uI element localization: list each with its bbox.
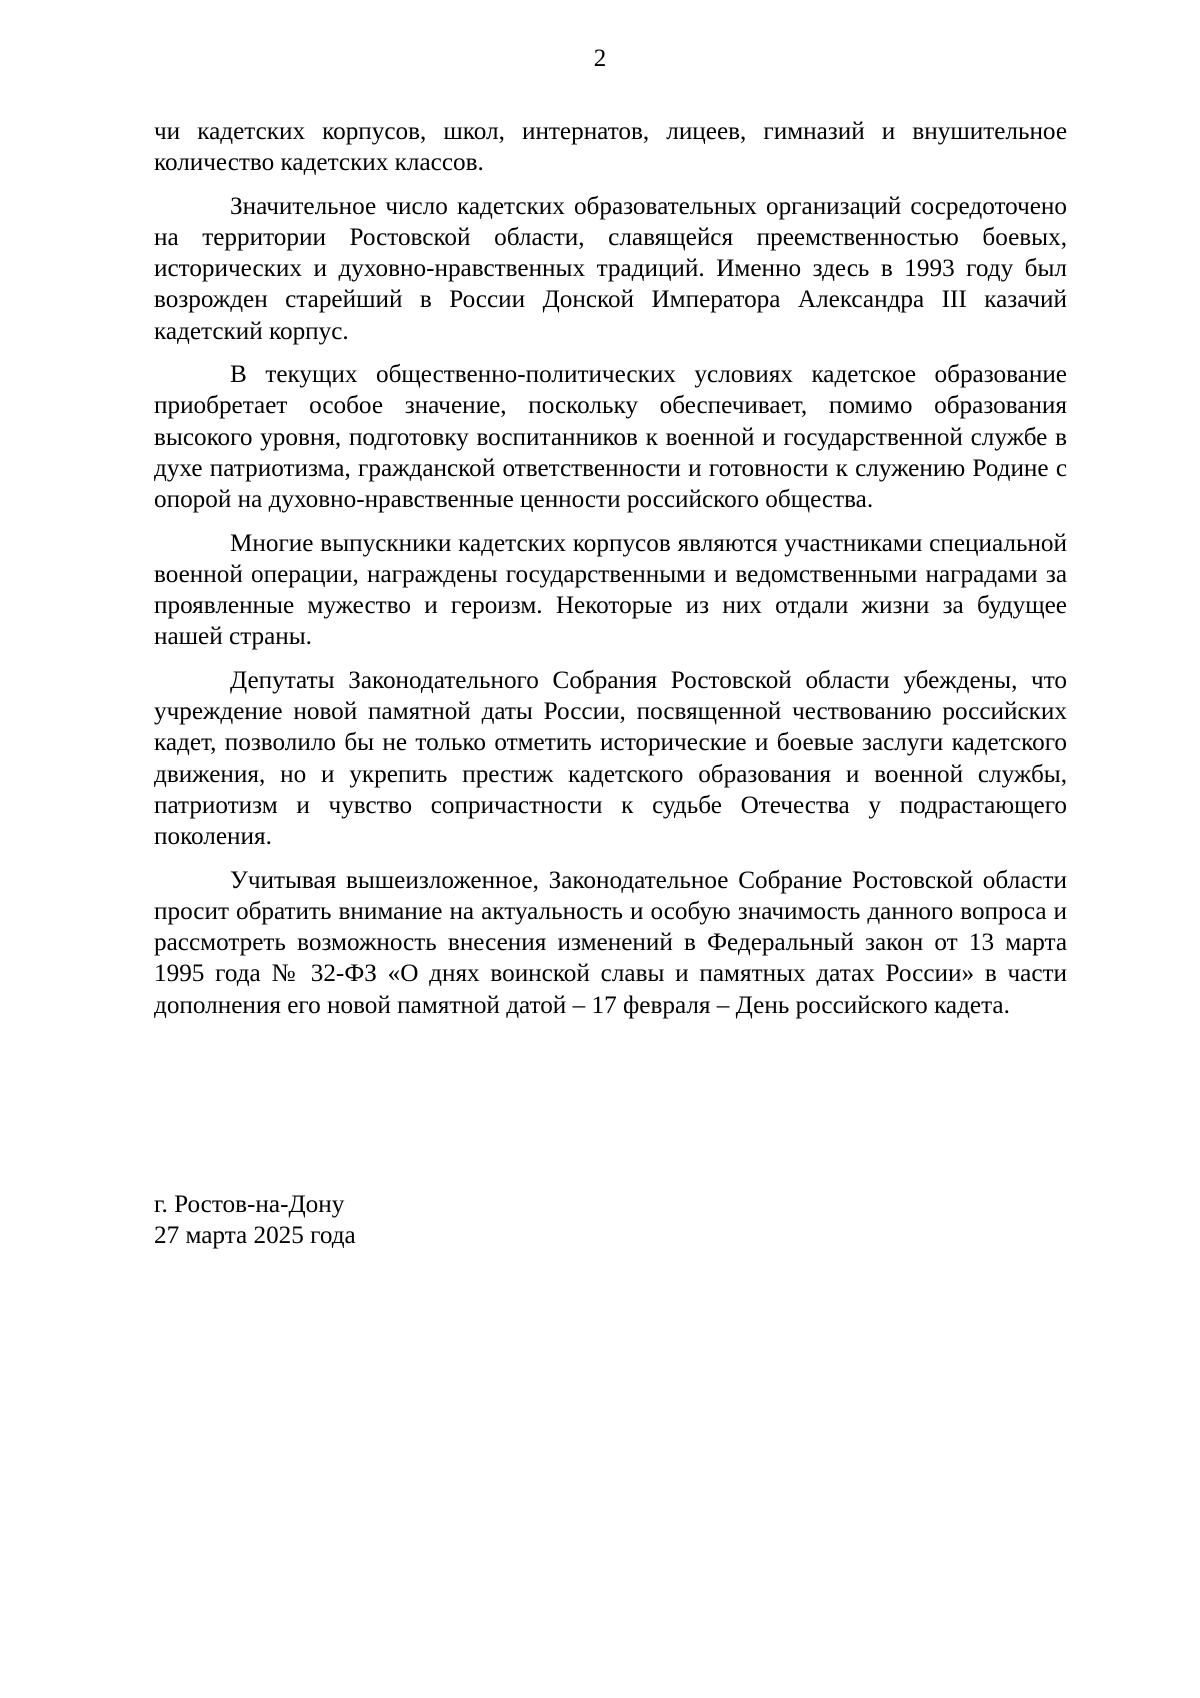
paragraph-request: Учитывая вышеизложенное, Законодательное Собрание Ростовской области просит обратить внимание на актуальность и особую значимость данного вопроса и рассмотреть возможность внесения изменений в Федеральный закон от 13 марта 1995 года № 32-ФЗ «О днях воинской славы и памятных датах России» в части дополнения его новой памятной датой – 17 февраля – День российского кадета. [154,866,1067,1019]
paragraph-graduates-svo: Многие выпускники кадетских корпусов являются участниками специальной военной операции, награждены государственными и ведомственными наградами за проявленные мужество и героизм. Некоторые из них отдали жизни за будущее нашей страны. [154,529,1067,651]
paragraph-cadet-organizations-rostov: Значительное число кадетских образовательных организаций сосредоточено на территории Ростовской области, славящейся преемственностью боевых, исторических и духовно-нравственных традиций. Именно здесь в 1993 году был возрожден старейший в России Донской Императора Александра III казачий кадетский корпус. [154,192,1067,345]
paragraph-continuation: чи кадетских корпусов, школ, интернатов, лицеев, гимназий и внушительное количество кадетских классов. [154,118,1067,177]
signature-date: 27 марта 2025 года [154,1222,356,1250]
document-body [154,116,1067,1033]
paragraph-deputies-conviction: Депутаты Законодательного Собрания Ростовской области убеждены, что учреждение новой памятной даты России, посвященной чествованию российских кадет, позволило бы не только отметить исторические и боевые заслуги кадетского движения, но и укрепить престиж кадетского образования и военной службы, патриотизм и чувство сопричастности к судьбе Отечества у подрастающего поколения. [154,666,1067,851]
signature-block [154,1189,356,1252]
signature-place: г. Ростов-на-Дону [154,1191,345,1218]
paragraph-cadet-education-significance: В текущих общественно-политических условиях кадетское образование приобретает особое значение, поскольку обеспечивает, помимо образования высокого уровня, подготовку воспитанников к военной и государственной службе в духе патриотизма, гражданской ответственности и готовности к служению Родине с опорой на духовно-нравственные ценности российского общества. [154,361,1067,514]
page-number: 2 [593,45,607,72]
